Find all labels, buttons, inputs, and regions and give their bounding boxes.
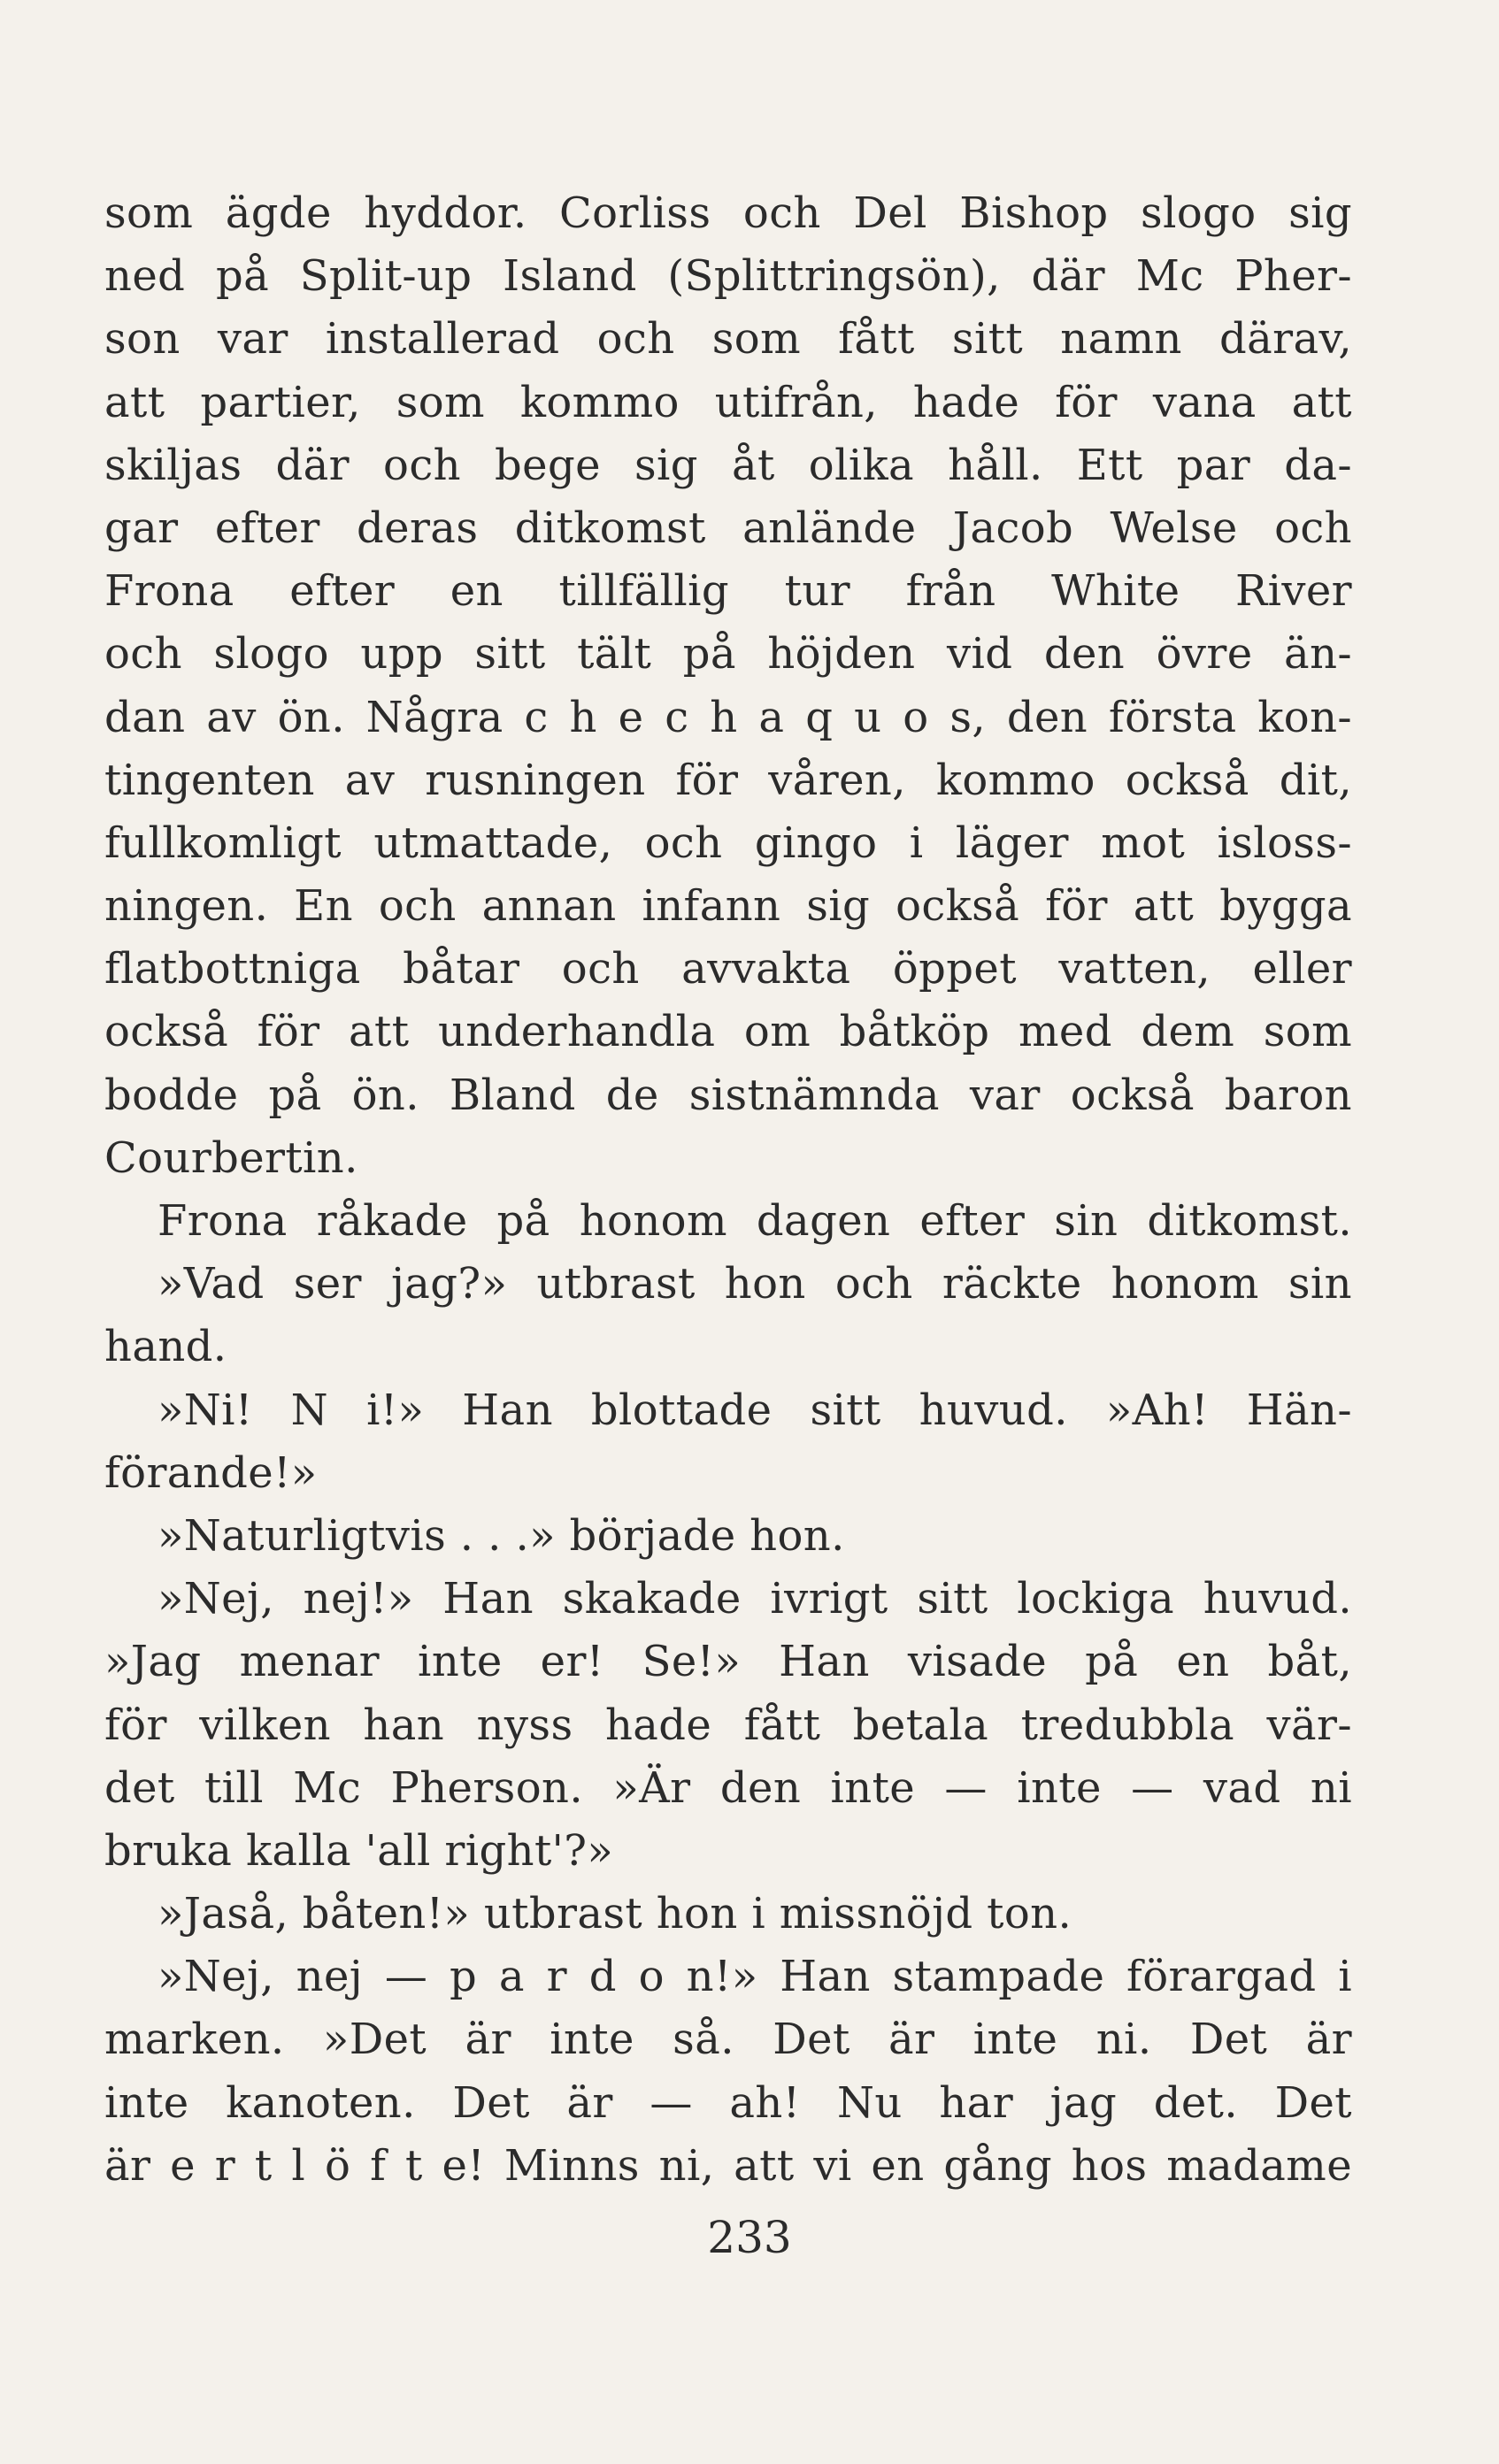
- page-number: 233: [707, 2212, 792, 2263]
- text-line: »Vad ser jag?» utbrast hon och räckte honom sin: [158, 1259, 1352, 1309]
- text-line: för vilken han nyss hade fått betala tredubbla vär-: [104, 1700, 1352, 1750]
- text-line: Frona råkade på honom dagen efter sin ditkomst.: [158, 1196, 1352, 1246]
- text-line: »Ni! N i!» Han blottade sitt huvud. »Ah! Hän-: [158, 1385, 1352, 1435]
- text-line: »Nej, nej!» Han skakade ivrigt sitt lockiga huvud.: [158, 1574, 1352, 1624]
- text-line: bruka kalla 'all right'?»: [104, 1825, 614, 1876]
- text-line: flatbottniga båtar och avvakta öppet vatten, eller: [104, 944, 1352, 994]
- text-line: tingenten av rusningen för våren, kommo också dit,: [104, 755, 1352, 805]
- text-line: är e r t l ö f t e! Minns ni, att vi en gång hos madame: [104, 2140, 1352, 2191]
- text-line: fullkomligt utmattade, och gingo i läger mot isloss-: [104, 817, 1352, 868]
- text-line: Courbertin.: [104, 1132, 358, 1183]
- text-line: bodde på ön. Bland de sistnämnda var också baron: [104, 1070, 1352, 1120]
- text-line: Frona efter en tillfällig tur från White River: [104, 566, 1352, 617]
- text-line: »Jag menar inte er! Se!» Han visade på en båt,: [104, 1637, 1352, 1687]
- text-line: dan av ön. Några c h e c h a q u o s, den första kon-: [104, 692, 1352, 742]
- text-line: marken. »Det är inte så. Det är inte ni. Det är: [104, 2015, 1352, 2065]
- text-line: inte kanoten. Det är — ah! Nu har jag det. Det: [104, 2077, 1352, 2128]
- text-line: gar efter deras ditkomst anlände Jacob Welse och: [104, 503, 1352, 553]
- text-line: förande!»: [104, 1447, 318, 1498]
- text-line: det till Mc Pherson. »Är den inte — inte — vad ni: [104, 1762, 1352, 1813]
- text-line: hand.: [104, 1322, 227, 1372]
- text-line: »Nej, nej — p a r d o n!» Han stampade förargad i: [158, 1952, 1352, 2002]
- text-line: att partier, som kommo utifrån, hade för vana att: [104, 377, 1352, 427]
- text-line: son var installerad och som fått sitt namn därav,: [104, 314, 1352, 365]
- text-line: och slogo upp sitt tält på höjden vid den övre än-: [104, 629, 1352, 679]
- text-line: ningen. En och annan infann sig också för att bygga: [104, 881, 1352, 932]
- text-line: skiljas där och bege sig åt olika håll. Ett par da-: [104, 440, 1352, 490]
- body-text: [104, 182, 1352, 2198]
- text-line: också för att underhandla om båtköp med dem som: [104, 1007, 1352, 1057]
- text-line: »Naturligtvis . . .» började hon.: [158, 1510, 845, 1561]
- text-line: »Jaså, båten!» utbrast hon i missnöjd ton.: [158, 1889, 1072, 1939]
- text-line: som ägde hyddor. Corliss och Del Bishop slogo sig: [104, 188, 1352, 238]
- text-line: ned på Split-up Island (Splittringsön), där Mc Pher-: [104, 251, 1352, 302]
